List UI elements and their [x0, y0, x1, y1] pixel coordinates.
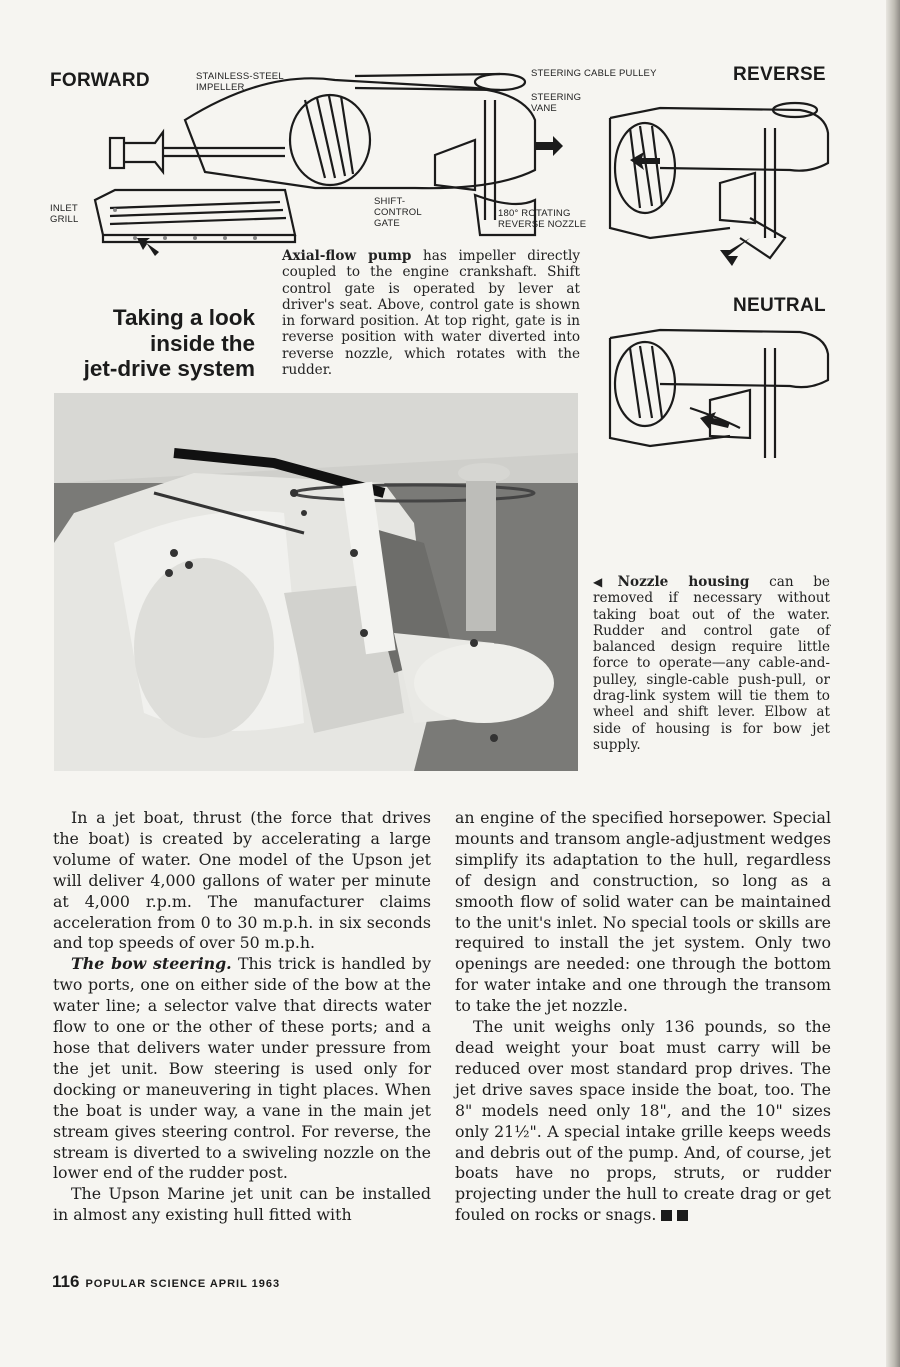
- body-column-right: [455, 808, 831, 1226]
- reverse-diagram: [600, 88, 840, 268]
- page-number: 116: [52, 1272, 80, 1291]
- article-title: Taking a look inside the jet-drive system: [83, 305, 255, 381]
- body-paragraph-2: The bow steering. This trick is handled by two ports, one on either side of the bow at the water line; a selector valve that directs water flow to one or the other of these ports; and a hose that delivers water under pressure from the jet unit. Bow steering is used only for docking or maneuvering in tight places. When the boat is under way, a vane in the main jet stream gives steering control. For reverse, the stream is diverted to a swiveling nozzle on the lower end of the rudder post.: [53, 954, 431, 1183]
- body-column-left: [53, 808, 431, 1226]
- arrow-right-icon: [700, 412, 730, 430]
- label-steering-cable-pulley: STEERING CABLE PULLEY: [531, 68, 657, 79]
- nozzle-caption-text: can be removed if necessary without taking boat out of the water. Rudder and control gate of balanced design require little force to operate—any cable-and-pulley, single-cable push-pull, or drag-link system will tie them to wheel and shift lever. Elbow at side of housing is for bow jet supply.: [593, 574, 830, 753]
- pump-caption-text: has impeller directly coupled to the engine crankshaft. Shift control gate is operated by lever at driver's seat. Above, control gate is shown in forward position. At top right, gate is in reverse position with water diverted into reverse nozzle, which rotates with the rudder.: [282, 248, 580, 379]
- end-mark-icon: [661, 1210, 672, 1221]
- pump-caption: [282, 248, 580, 378]
- page-footer: [52, 1272, 280, 1292]
- label-stainless-impeller: STAINLESS-STEEL IMPELLER: [196, 71, 284, 93]
- arrow-up-left-icon: [137, 238, 159, 256]
- page-edge: [886, 0, 900, 1367]
- label-inlet-grill: INLET GRILL: [50, 203, 79, 225]
- nozzle-housing-photo: [54, 393, 578, 771]
- forward-heading: FORWARD: [50, 70, 150, 91]
- arrow-right-icon: [535, 136, 563, 156]
- end-mark-icon: [677, 1210, 688, 1221]
- forward-diagram: [55, 60, 615, 260]
- bow-steering-runin: The bow steering.: [71, 954, 232, 974]
- label-steering-vane: STEERING VANE: [531, 92, 582, 114]
- neutral-heading: NEUTRAL: [733, 295, 826, 316]
- label-rotating-nozzle: 180° ROTATING REVERSE NOZZLE: [498, 208, 587, 230]
- caption-pointer-icon: ◀: [593, 575, 618, 589]
- reverse-heading: REVERSE: [733, 64, 826, 85]
- body-paragraph-3: The Upson Marine jet unit can be installed in almost any existing hull fitted with: [53, 1184, 431, 1225]
- body-paragraph-4: an engine of the specified horsepower. Special mounts and transom angle-adjustment wedges simplify its adaptation to the hull, regardless of design and construction, so long as a smooth flow of solid water can be maintained to the unit's inlet. No special tools or skills are required to install the jet system. Only two openings are needed: one through the bottom for water intake and one through the transom to take the jet nozzle.: [455, 808, 831, 1016]
- body-paragraph-1: In a jet boat, thrust (the force that drives the boat) is created by accelerating a large volume of water. One model of the Upson jet will deliver 4,000 gallons of water per minute at 4,000 r.p.m. The manufacturer claims acceleration from 0 to 30 m.p.h. in six seconds and top speeds of over 50 m.p.h.: [53, 808, 431, 953]
- nozzle-caption-lead: Nozzle housing: [617, 574, 750, 590]
- footer-publication: POPULAR SCIENCE APRIL 1963: [85, 1278, 281, 1290]
- neutral-diagram: [600, 318, 840, 468]
- pump-caption-lead: Axial-flow pump: [282, 248, 412, 264]
- nozzle-caption: [593, 574, 830, 753]
- label-shift-control-gate: SHIFT- CONTROL GATE: [374, 196, 422, 229]
- body-paragraph-5: The unit weighs only 136 pounds, so the dead weight your boat must carry will be reduced over most standard prop drives. The jet drive saves space inside the boat, too. The 8" models need only 18", and the 10" sizes only 21½". A special intake grille keeps weeds and debris out of the pump. And, of course, jet boats have no props, struts, or rudder projecting under the hull to create drag or get fouled on rocks or snags.: [455, 1017, 831, 1225]
